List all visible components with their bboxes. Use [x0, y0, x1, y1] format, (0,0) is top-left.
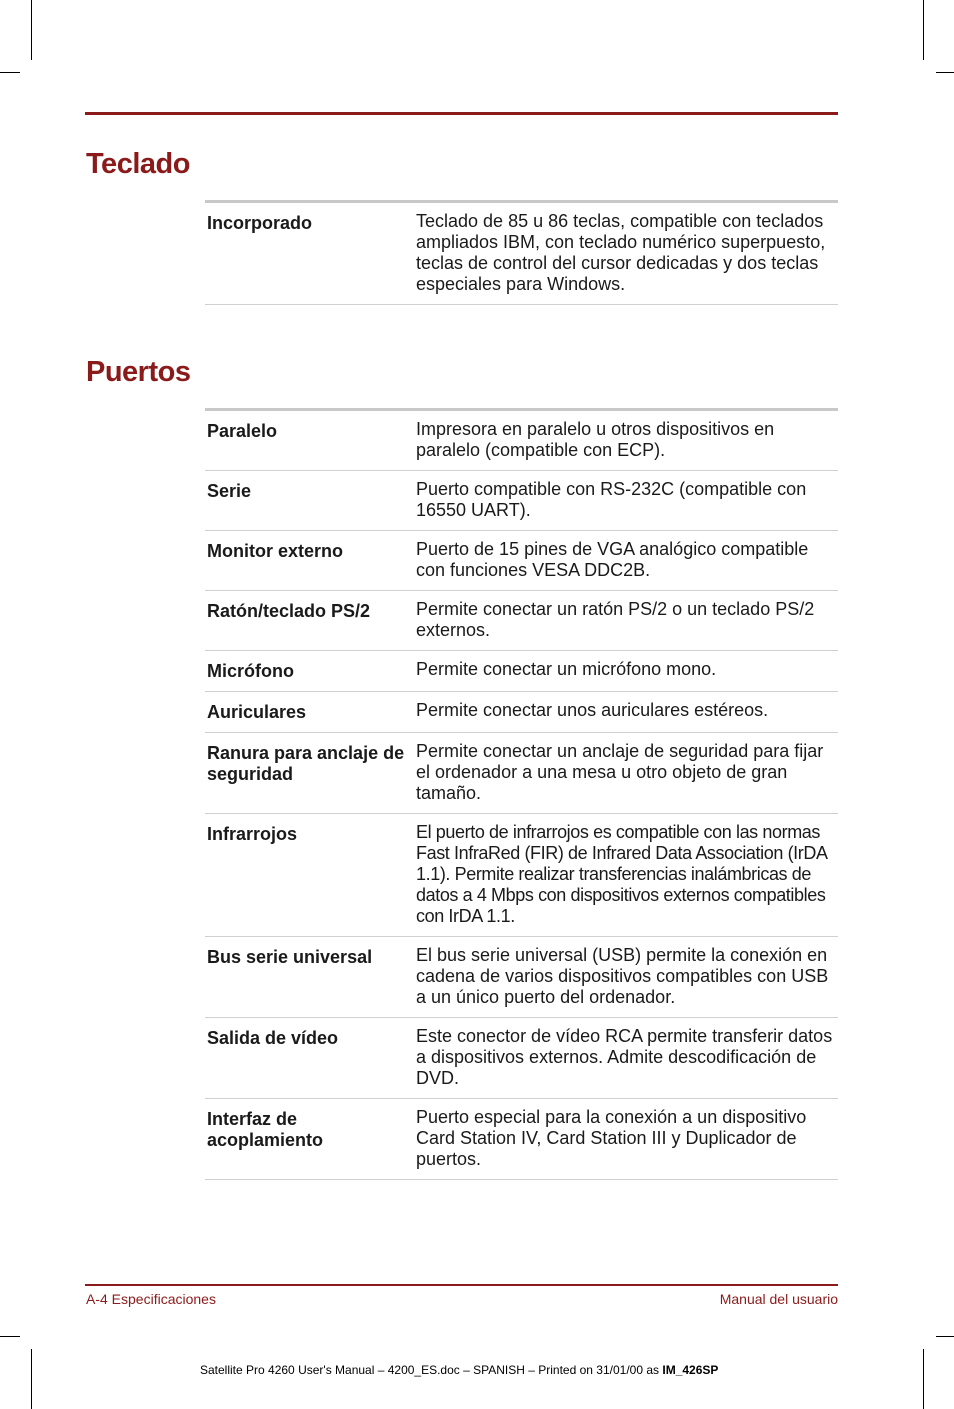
crop-mark: [923, 1349, 924, 1409]
section-title-teclado: Teclado: [86, 148, 190, 180]
table-row: [205, 591, 838, 651]
spec-term: Infrarrojos: [207, 824, 298, 844]
crop-mark: [0, 1336, 20, 1337]
spec-desc: Permite conectar un micrófono mono.: [416, 659, 717, 679]
footer-left: A-4 Especificaciones: [86, 1291, 216, 1307]
spec-desc: El puerto de infrarrojos es compatible con las normas Fast InfraRed (FIR) de Infrared Data Association (IrDA 1.1). Permite realizar transferencias inalámbricas de datos a 4 Mbps con dispositivos externos compatibles con IrDA 1.1.: [416, 822, 827, 926]
spec-term: Micrófono: [207, 661, 294, 681]
spec-desc: Puerto especial para la conexión a un dispositivo Card Station IV, Card Station III y Duplicador de puertos.: [416, 1107, 807, 1169]
print-line-code: IM_426SP: [662, 1363, 719, 1377]
header-rule: [85, 112, 838, 115]
spec-term: Salida de vídeo: [207, 1028, 339, 1048]
spec-term: Ratón/teclado PS/2: [207, 601, 371, 621]
table-row: [205, 814, 838, 937]
table-row: [205, 1099, 838, 1180]
spec-term: Paralelo: [207, 421, 278, 441]
footer-rule: [85, 1284, 838, 1286]
crop-mark: [936, 1336, 954, 1337]
table-row: [205, 411, 838, 471]
crop-mark: [0, 72, 20, 73]
spec-desc: Permite conectar un ratón PS/2 o un teclado PS/2 externos.: [416, 599, 815, 640]
spec-table-puertos: [205, 408, 838, 1180]
crop-mark: [923, 0, 924, 60]
spec-term: Interfaz de acoplamiento: [207, 1109, 324, 1150]
spec-desc: Teclado de 85 u 86 teclas, compatible con teclados ampliados IBM, con teclado numérico superpuesto, teclas de control del cursor dedicadas y dos teclas especiales para Windows.: [416, 211, 826, 294]
spec-table-teclado: [205, 200, 838, 305]
spec-term: Auriculares: [207, 702, 307, 722]
crop-mark: [936, 72, 954, 73]
table-row: [205, 937, 838, 1018]
table-row: [205, 651, 838, 692]
spec-desc: Puerto compatible con RS-232C (compatible con 16550 UART).: [416, 479, 807, 520]
table-row: [205, 692, 838, 733]
table-row: [205, 471, 838, 531]
table-row: [205, 733, 838, 814]
print-line-text: Satellite Pro 4260 User's Manual – 4200_ES.doc – SPANISH – Printed on 31/01/00 as: [200, 1363, 663, 1377]
spec-desc: Impresora en paralelo u otros dispositivos en paralelo (compatible con ECP).: [416, 419, 775, 460]
spec-desc: El bus serie universal (USB) permite la conexión en cadena de varios dispositivos compatibles con USB a un único puerto del ordenador.: [416, 945, 829, 1007]
crop-mark: [31, 0, 32, 60]
table-row: [205, 203, 838, 305]
table-row: [205, 531, 838, 591]
section-title-puertos: Puertos: [86, 356, 191, 388]
spec-term: Bus serie universal: [207, 947, 373, 967]
spec-desc: Permite conectar unos auriculares estéreos.: [416, 700, 769, 720]
footer-right: Manual del usuario: [719, 1291, 838, 1307]
spec-term: Monitor externo: [207, 541, 344, 561]
spec-term: Serie: [207, 481, 252, 501]
spec-term: Ranura para anclaje de seguridad: [207, 743, 405, 784]
spec-desc: Este conector de vídeo RCA permite transferir datos a dispositivos externos. Admite descodificación de DVD.: [416, 1026, 833, 1088]
spec-desc: Puerto de 15 pines de VGA analógico compatible con funciones VESA DDC2B.: [416, 539, 809, 580]
spec-term: Incorporado: [207, 213, 313, 233]
print-line: [200, 1363, 718, 1377]
table-row: [205, 1018, 838, 1099]
crop-mark: [31, 1349, 32, 1409]
spec-desc: Permite conectar un anclaje de seguridad para fijar el ordenador a una mesa u otro objeto de gran tamaño.: [416, 741, 824, 803]
